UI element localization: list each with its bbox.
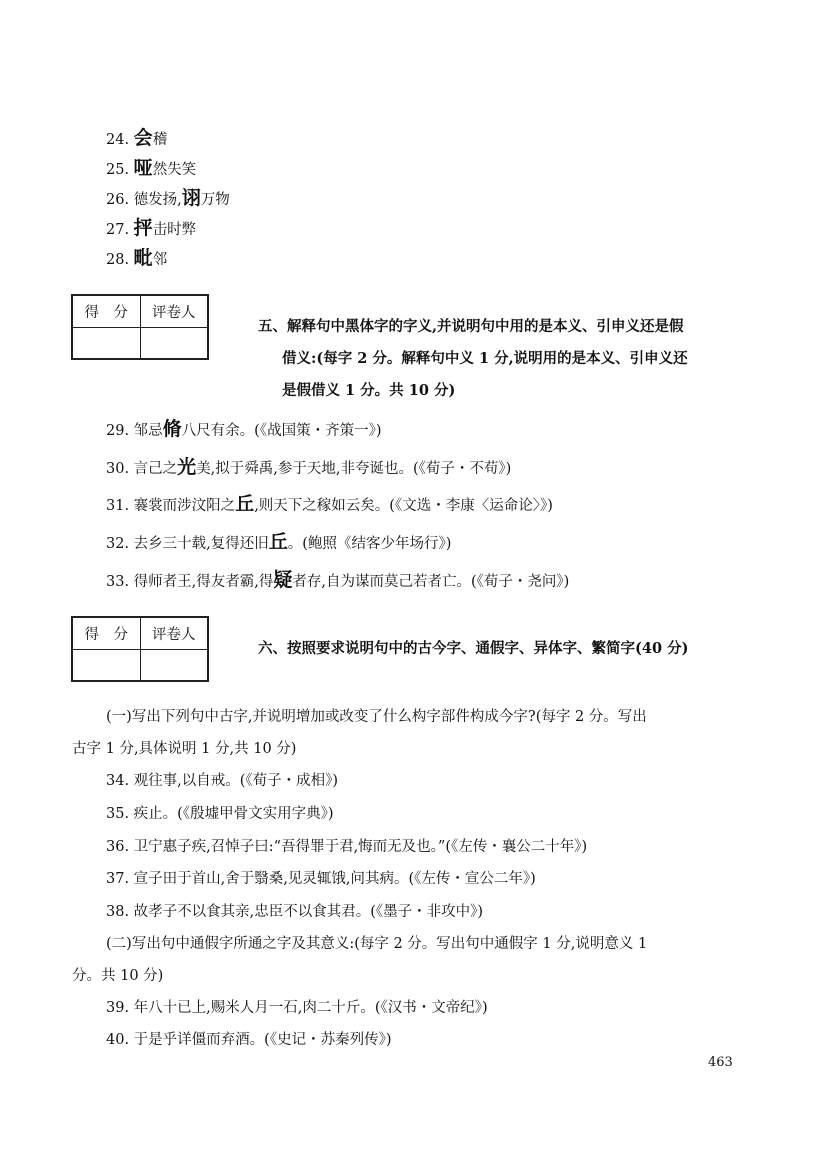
- section6-title: 六、按照要求说明句中的古今字、通假字、异体字、繁简字(40 分): [258, 640, 689, 657]
- section6-sub1-line2: 古字 1 分,具体说明 1 分,共 10 分): [72, 741, 297, 757]
- item-39: 39. 年八十已上,赐米人月一石,肉二十斤。(《汉书・文帝纪》): [106, 1000, 488, 1016]
- grader-cell[interactable]: [140, 328, 208, 359]
- item-33: 33. 得师者王,得友者霸,得疑者存,自为谋而莫己若者亡。(《荀子・尧问》): [106, 569, 570, 591]
- section6-sub2-line1: (二)写出句中通假字所通之字及其意义:(每字 2 分。写出句中通假字 1 分,说明意义 1: [106, 936, 648, 952]
- score-table-6: [71, 616, 209, 682]
- item-29: 29. 邹忌脩八尺有余。(《战国策・齐策一》): [106, 418, 382, 440]
- score-cell[interactable]: [73, 650, 141, 681]
- item-32: 32. 去乡三十载,复得还旧丘。(鲍照《结客少年场行》): [106, 531, 452, 553]
- section6-sub1-line1: (一)写出下列句中古字,并说明增加或改变了什么构字部件构成今字?(每字 2 分。写出: [106, 709, 647, 725]
- grader-cell[interactable]: [140, 650, 208, 681]
- page-number: 463: [708, 1055, 733, 1070]
- item-35: 35. 疾止。(《殷墟甲骨文实用字典》): [106, 806, 334, 822]
- item-27: 27. 抨击时弊: [106, 217, 197, 239]
- section5-title-line2: 借义:(每字 2 分。解释句中义 1 分,说明用的是本义、引申义还: [282, 350, 688, 367]
- item-36: 36. 卫宁惠子疾,召悼子曰:“吾得罪于君,悔而无及也。”(《左传・襄公二十年》): [106, 839, 588, 855]
- item-26: 26. 德发扬,诩万物: [106, 187, 230, 209]
- item-40: 40. 于是乎详僵而弃酒。(《史记・苏秦列传》): [106, 1032, 392, 1048]
- score-header: 得 分: [73, 618, 141, 650]
- item-24: 24. 会稽: [106, 127, 168, 149]
- score-header: 得 分: [73, 296, 141, 328]
- item-34: 34. 观往事,以自戒。(《荀子・成相》): [106, 773, 339, 789]
- grader-header: 评卷人: [140, 618, 208, 650]
- item-37: 37. 宣子田于首山,舍于翳桑,见灵辄饿,问其病。(《左传・宣公二年》): [106, 871, 536, 887]
- item-25: 25. 哑然失笑: [106, 157, 197, 179]
- item-31: 31. 褰裳而涉汶阳之丘,则天下之稼如云矣。(《文选・李康〈运命论〉》): [106, 493, 553, 515]
- section6-sub2-line2: 分。共 10 分): [72, 968, 164, 984]
- item-38: 38. 故孝子不以食其亲,忠臣不以食其君。(《墨子・非攻中》): [106, 904, 484, 920]
- item-28: 28. 毗邻: [106, 247, 168, 269]
- score-table-5: [71, 294, 209, 360]
- score-cell[interactable]: [73, 328, 141, 359]
- section5-title-line3: 是假借义 1 分。共 10 分): [282, 382, 456, 399]
- grader-header: 评卷人: [140, 296, 208, 328]
- section5-title-line1: 五、解释句中黑体字的字义,并说明句中用的是本义、引申义还是假: [258, 318, 684, 335]
- item-30: 30. 言己之光美,拟于舜禹,参于天地,非夸诞也。(《荀子・不苟》): [106, 456, 512, 478]
